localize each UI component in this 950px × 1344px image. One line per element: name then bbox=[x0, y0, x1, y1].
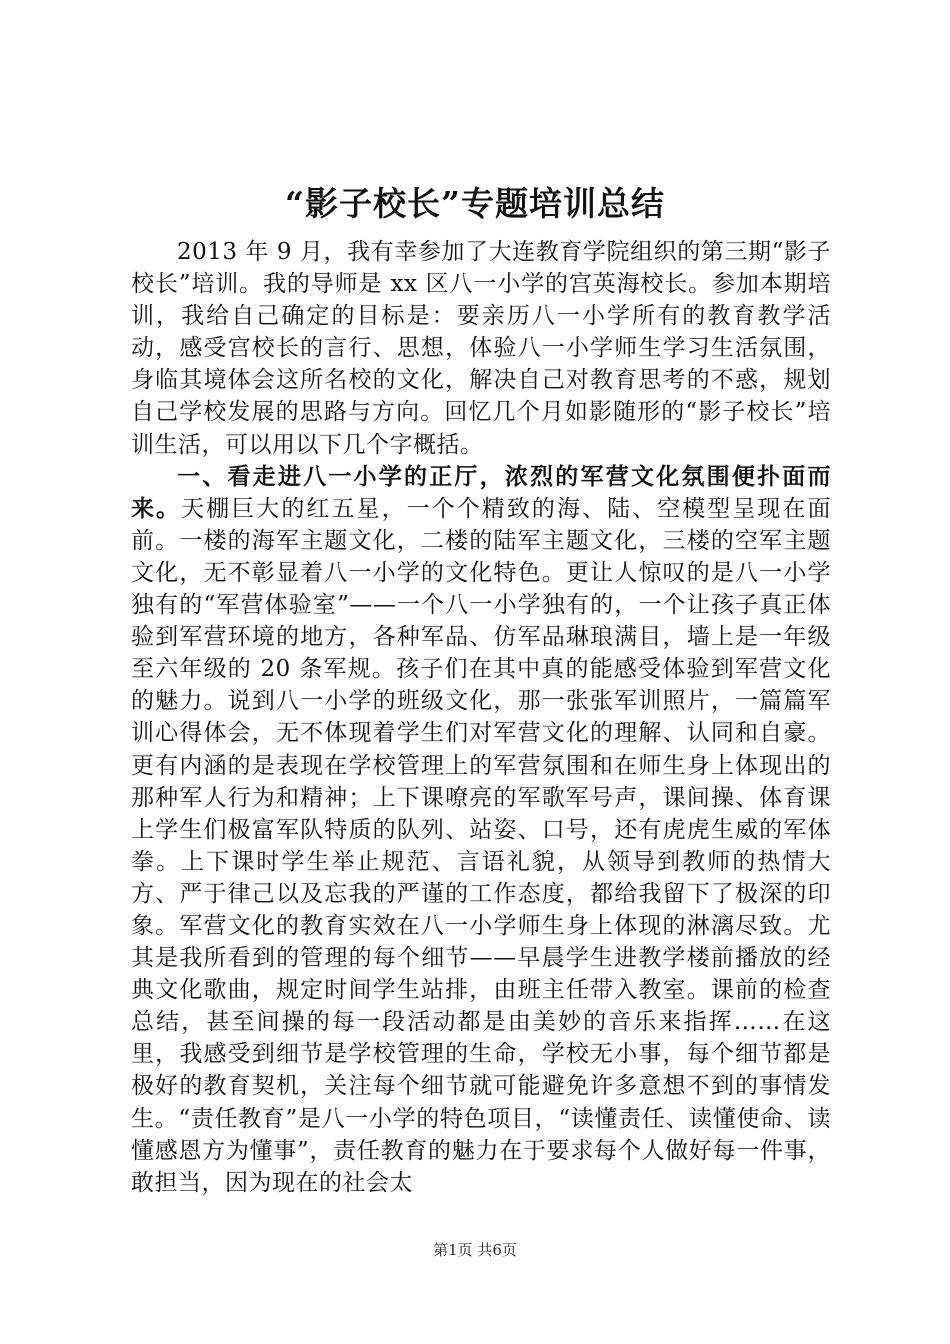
paragraph-text: 天棚巨大的红五星，一个个精致的海、陆、空模型呈现在面前。一楼的海军主题文化，二楼的陆军主题文化，三楼的空军主题文化，无不彰显着八一小学的文化特色。更让人惊叹的是八一小学独有的“军营体验室”——一个八一小学独有的，一个让孩子真正体验到军营环境的地方，各种军品、仿军品琳琅满目，墙上是一年级至六年级的 20 条军规。孩子们在其中真的能感受体验到军营文化的魅力。说到八一小学的班级文化，那一张张军训照片，一篇篇军训心得体会，无不体现着学生们对军营文化的理解、认同和自豪。更有内涵的是表现在学校管理上的军营氛围和在师生身上体现出的那种军人行为和精神；上下课嘹亮的军歌军号声，课间操、体育课上学生们极富军队特质的队列、站姿、口号，还有虎虎生威的军体拳。上下课时学生举止规范、言语礼貌，从领导到教师的热情大方、严于律己以及忘我的严谨的工作态度，都给我留下了极深的印象。军营文化的教育实效在八一小学师生身上体现的淋漓尽致。尤其是我所看到的管理的每个细节——早晨学生进教学楼前播放的经典文化歌曲，规定时间学生站排，由班主任带入教室。课前的检查总结，甚至间操的每一段活动都是由美妙的音乐来指挥……在这里，我感受到细节是学校管理的生命，学校无小事，每个细节都是极好的教育契机，关注每个细节就可能避免许多意想不到的事情发生。“责任教育”是八一小学的特色项目，“读懂责任、读懂使命、读懂感恩方为懂事”，责任教育的魅力在于要求每个人做好每一件事，敢担当，因为现在的社会太 bbox=[131, 495, 832, 1196]
page-footer: 第1页 共6页 bbox=[433, 1241, 517, 1259]
paragraph-section-one bbox=[131, 461, 831, 1199]
paragraph-intro bbox=[131, 236, 831, 461]
paragraph-text: 2013 年 9 月，我有幸参加了大连教育学院组织的第三期“影子校长”培训。我的导师是 xx 区八一小学的宫英海校长。参加本期培训，我给自己确定的目标是：要亲历八一小学所有的教育教学活动，感受宫校长的言行、思想，体验八一小学师生学习生活氛围，身临其境体会这所名校的文化，解决自己对教育思考的不惑，规划自己学校发展的思路与方向。回忆几个月如影随形的“影子校长”培训生活，可以用以下几个字概括。 bbox=[131, 239, 831, 458]
paragraph-lead: 一、看走进八一小学的正厅，浓烈的军营文化氛围便扑面而来。 bbox=[131, 462, 831, 522]
document-body bbox=[131, 236, 831, 1199]
document-title: “影子校长”专题培训总结 bbox=[285, 184, 665, 223]
